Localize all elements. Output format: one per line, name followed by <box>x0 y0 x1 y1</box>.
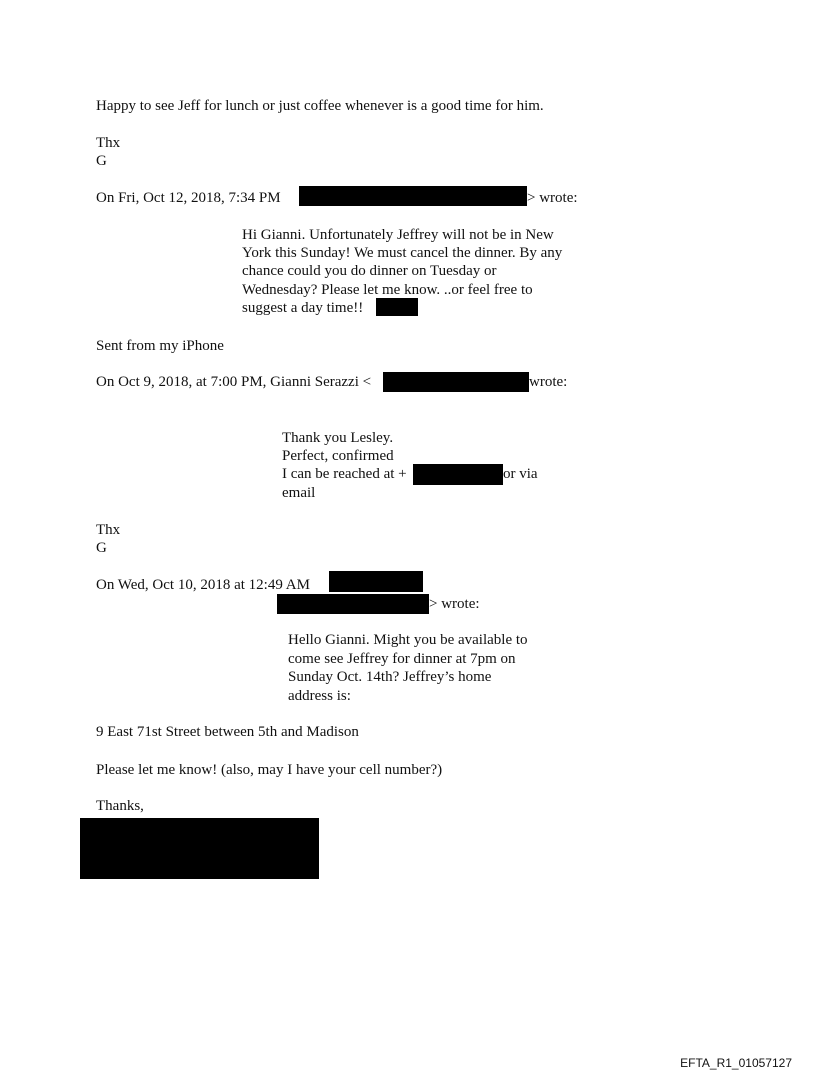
reply-header-oct10: On Wed, Oct 10, 2018 at 12:49 AM <box>96 577 310 593</box>
quote-oct10-line-1: Hello Gianni. Might you be available to <box>288 632 528 648</box>
redaction-block <box>383 372 529 392</box>
reply-header-oct10-suffix: > wrote: <box>429 596 480 612</box>
thanks-line: Thanks, <box>96 798 144 814</box>
reply-header-oct9: On Oct 9, 2018, at 7:00 PM, Gianni Serazzi < <box>96 374 372 390</box>
body-line-opening: Happy to see Jeff for lunch or just coffee whenever is a good time for him. <box>96 98 544 114</box>
quote-oct12-line-2: York this Sunday! We must cancel the dinner. By any <box>242 245 563 261</box>
quote-oct9-or-via: or via <box>503 466 538 482</box>
redaction-block <box>299 186 527 206</box>
sent-from-signature: Sent from my iPhone <box>96 338 224 354</box>
thx-line: Thx <box>96 522 121 538</box>
quote-oct9-line-3: I can be reached at + <box>282 466 407 482</box>
bates-number: EFTA_R1_01057127 <box>680 1056 792 1070</box>
initial-line: G <box>96 540 107 556</box>
reply-header-oct12: On Fri, Oct 12, 2018, 7:34 PM <box>96 190 281 206</box>
request-line: Please let me know! (also, may I have your cell number?) <box>96 762 443 778</box>
quote-oct12-line-1: Hi Gianni. Unfortunately Jeffrey will not be in New <box>242 227 554 243</box>
quote-oct10-line-2: come see Jeffrey for dinner at 7pm on <box>288 651 516 667</box>
quote-oct12-line-5: suggest a day time!! <box>242 300 364 316</box>
redaction-block <box>329 571 423 592</box>
quote-oct9-line-4: email <box>282 485 316 501</box>
redaction-block <box>376 298 418 316</box>
quote-oct10-line-4: address is: <box>288 688 351 704</box>
address-line: 9 East 71st Street between 5th and Madison <box>96 724 359 740</box>
quote-oct12-line-3: chance could you do dinner on Tuesday or <box>242 263 497 279</box>
quote-oct9-line-1: Thank you Lesley. <box>282 430 394 446</box>
reply-header-oct12-suffix: > wrote: <box>527 190 578 206</box>
quote-oct12-line-4: Wednesday? Please let me know. ..or feel free to <box>242 282 533 298</box>
thx-line: Thx <box>96 135 121 151</box>
initial-line: G <box>96 153 107 169</box>
reply-header-oct9-suffix: wrote: <box>529 374 568 390</box>
redaction-block <box>80 818 319 879</box>
redaction-block <box>277 594 429 614</box>
redaction-block <box>413 464 503 485</box>
quote-oct9-line-2: Perfect, confirmed <box>282 448 394 464</box>
quote-oct10-line-3: Sunday Oct. 14th? Jeffrey’s home <box>288 669 492 685</box>
